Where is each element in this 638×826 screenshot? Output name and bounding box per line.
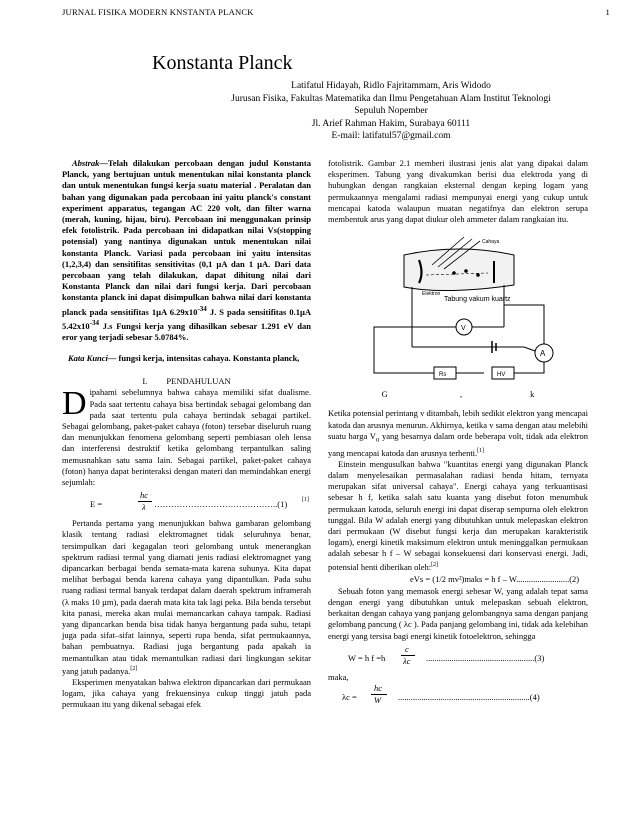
right-p3-ref: [2] bbox=[431, 561, 439, 568]
abstract-label: Abstrak bbox=[72, 158, 100, 168]
right-paragraph-2 bbox=[328, 408, 588, 458]
right-paragraph-3 bbox=[328, 459, 588, 573]
intro-paragraph-3: Eksperimen menyatakan bahwa elektron dipancarkan dari permukaan logam, jika cahaya yang frekuensinya cukup tinggi jatuh pada permukaan itu yang dikenal sebagai efek bbox=[62, 676, 311, 710]
eq1-numerator: hc bbox=[140, 490, 149, 501]
right-column bbox=[328, 158, 588, 713]
dropcap: D bbox=[62, 385, 87, 423]
section-heading-introduction bbox=[62, 376, 311, 387]
right-p2-sub: o bbox=[375, 435, 380, 444]
label-cahaya: Cahaya bbox=[482, 239, 500, 246]
right-p2-ref: [1] bbox=[477, 447, 485, 454]
right-paragraph-4: Sebuah foton yang memasok energi sebesar W, yang adalah tepat sama dengan energi yang dibutuhkan untuk melepaskan sebuah elektron, berkaitan dengan cahaya yang panjang gelombangnya sama dengan panjang gelombang pancung ( λc ). Pada panjang gelombang ini, tidak ada kelebihan energi yang tersisa bagi energi kinetik fotoelektron, sehingga bbox=[328, 585, 588, 641]
eq1-ref: [1] bbox=[302, 497, 309, 504]
figure-diagram bbox=[364, 235, 584, 385]
equation-1 bbox=[62, 490, 311, 516]
author-names: Latifatul Hidayah, Ridlo Fajritammam, Aris Widodo bbox=[291, 81, 491, 91]
abstract-text: —Telah dilakukan percobaan dengan judul Konstanta Planck, yang bertujuan untuk menentukan nilai konstanta planck dan untuk menentukan fungsi kerja suatu material . Peralatan dan bahan yang digunakan pada percobaan ini yaitu planck's constant experiment apparatus, tegangan AC 220 volt, dan filter warna (merah, kuning, hijau, biru). Percobaan ini menggunakan prinsip efek fotolistrik. Pada percobaan ini didapatkan nilai Vs(stopping potensial) yang nantinya digunakan untuk menentukan nilai konstanta Planck. Variasi pada percobaan ini yaitu intensitas (1,2,3,4) dan sensitifitas sensitivitas (0,1 µA dan 1 µA. Dari data percobaan yang telah dilakukan, dapat dihitung nilai dari Konstanta Planck dan nilai dari fungsi kerja. Dari percobaan konstanta planck ini dapat disimpulkan bahwa nilai dari konstanta planck pada sensitifitas 1µA 6.29x10 bbox=[62, 158, 311, 317]
equation-4 bbox=[328, 685, 588, 711]
eq1-denominator: λ bbox=[142, 502, 146, 513]
intro-paragraph-2 bbox=[62, 518, 311, 677]
label-tube: Tabung vakum kuartz bbox=[444, 296, 511, 304]
address: Jl. Arief Rahman Hakim, Surabaya 60111 bbox=[311, 118, 471, 129]
intro-p1-text: ipahami sebelumnya bahwa cahaya memiliki sifat dualisme. Pada saat tertentu cahaya bisa bertindak sebagai gelombang dan pada saat tertentu pula cahaya bertindak sebagai partikel. Sebagai gelombang, paket-paket cahaya (foton) tersebar diseluruh ruang dan menunjukkan fenomena gelombang seperti pembiasan oleh lensa dan interferensi destruktif ketika gelombang terpantulkan saling memusnahkan satu sama lain. Sebagai partikel, paket-paket cahaya (foton) hanya dapat berinteraksi dengan materi dan memindahkan energi sejumlah: bbox=[62, 387, 311, 487]
right-paragraph-1: fotolistrik. Gambar 2.1 memberi ilustrasi jenis alat yang dipakai dalam eksperimen. Tabung yang divakumkan berisi dua elektroda yang di hubungkan dengan rangkaian eksternal dengan keping logam yang permukaannya mengalami radiasi mempunyai energi yang cukup untuk mencapai katoda walaupun muatan negatifnya dan elektron serupa membentuk arus yang dapat diukur oleh ammeter dalam rangkaian itu. bbox=[328, 158, 588, 225]
intro-p2-ref: [2] bbox=[130, 665, 138, 672]
left-column bbox=[62, 158, 311, 710]
eq3-numerator: c bbox=[405, 643, 409, 654]
abstract-text-2: J. S pada sensitifitas 0.1µA 5.42x10 bbox=[62, 306, 312, 331]
equation-2: eVs = (1/2 mv²)maks = h f – W.........................(2) bbox=[410, 573, 580, 584]
eq4-numerator: hc bbox=[374, 683, 383, 694]
section-title: PENDAHULUAN bbox=[166, 376, 231, 387]
eq4-denominator: W bbox=[374, 695, 382, 706]
right-p3-text: Einstein mengusulkan bahwa "kuantitas energi yang digunakan Planck dalam menyelesaikan permasalahan radiasi benda hitam, ternyata merupakan sifat universal cahaya". Energi cahaya yang terkuantisasi sebesar h f, ketika salah satu kuanta yang disebut foton menumbuk permukaan katoda, seluruh energi ini dapat diserap sempurna oleh elektron tunggal. Bila W adalah energi yang dibutuhkan untuk melepaskan elektron dari permukaan (W disebut fungsi kerja dan merupakan karakteristik logam), energi kinetik maksimum elektron untuk meninggalkan permukaan adalah sebesar h f – W sebagai konsekuensi dari konservasi energi. Jadi, potensial henti diberikan oleh: bbox=[328, 458, 588, 572]
intro-p2-text: Pertanda pertama yang menunjukkan bahwa gambaran gelombang klasik tentang radiasi elektromagnet tidak seluruhnya benar, tersimpulkan dari kegagalan teori gelombang untuk menerangkan spektrum radiasi termal yang diamati jenis radiasi elektromagnet yang dipancarkan berbagai benda semata-mata karena suhunya. Kita dapat melihat berbagai benda karena cahaya yang dipantulkan. Pada suhu ruang radiasi termal banyak terdapat dalam daerah spektrum inframerah (λ maks 10 µm), pada daerah mata kita tak lagi peka. Bila benda tersebut kita panasi, mereka akan mulai memancarkan cahaya tampak. Radiasi yang dipancarkan benda bisa tidak hanya bergantung pada suhu, tetapi juga pada sifat–sifat lainnya, seperti rupa benda, sifat permukaannya, bahan pembuatnya. Radiasi juga bergantung pada apakah ia memantulkan atau tidak memantulkan radiasi dari lingkungan sekitar yang jatuh padanya. bbox=[62, 518, 311, 676]
running-header bbox=[62, 7, 610, 17]
label-rs: Rs bbox=[439, 372, 447, 379]
email: E-mail: latifatul57@gmail.com bbox=[331, 131, 451, 141]
section-number: I. bbox=[142, 376, 148, 387]
label-ammeter: A bbox=[540, 349, 546, 359]
eq3-lhs: W = h f =h bbox=[348, 652, 386, 663]
abstract bbox=[62, 158, 311, 343]
electron-dot bbox=[464, 269, 468, 273]
label-hv: HV bbox=[497, 372, 506, 379]
electron-dot bbox=[476, 273, 480, 277]
author-block bbox=[176, 80, 606, 143]
keywords-label: Kata Kunci bbox=[68, 352, 108, 363]
eq1-tail: ……………………………………..(1) bbox=[154, 499, 288, 510]
page-number: 1 bbox=[605, 7, 610, 17]
eq3-denominator: λc bbox=[403, 655, 411, 666]
abstract-exponent-2: -34 bbox=[89, 318, 100, 327]
paper-title: Konstanta Planck bbox=[152, 52, 293, 74]
right-p2-text: Ketika potensial perintang v ditambah, lebih sedikit elektron yang mencapai katoda dan arusnya menurun. Akhirnya, ketika v sama dengan atau melebihi suatu harga V bbox=[328, 408, 588, 441]
label-elektron: Elektron bbox=[422, 291, 441, 298]
equation-3 bbox=[328, 644, 588, 670]
intro-paragraph-1 bbox=[62, 387, 311, 488]
journal-name: JURNAL FISIKA MODERN KNSTANTA PLANCK bbox=[62, 7, 254, 17]
keywords bbox=[62, 353, 311, 364]
eq4-lhs: λc = bbox=[342, 692, 357, 703]
eq3-tail: ...................................................(3) bbox=[426, 652, 545, 663]
abstract-text-3: J.s Fungsi kerja yang dihasilkan sebesar 1.291 eV dan eror yang terjadi sebesar 5.0784%. bbox=[62, 320, 311, 342]
affiliation-line2: Sepuluh Nopember bbox=[354, 106, 428, 116]
eq4-tail: ..............................................................(4) bbox=[398, 692, 540, 703]
label-voltmeter: V bbox=[461, 325, 466, 333]
maka-label: maka, bbox=[328, 671, 349, 682]
affiliation: Jurusan Fisika, Fakultas Matematika dan Ilmu Pengetahuan Alam Institut Teknologi bbox=[231, 93, 551, 104]
eq1-lhs: E = bbox=[90, 499, 103, 510]
figure-photoelectric-apparatus bbox=[364, 235, 584, 385]
abstract-exponent-1: -34 bbox=[197, 304, 207, 313]
circuit-wire-right bbox=[504, 285, 544, 345]
keywords-text: — fungsi kerja, intensitas cahaya. Konstanta planck, bbox=[107, 352, 300, 363]
figure-caption: G , k bbox=[381, 389, 535, 400]
right-p2b-text: yang besarnya dalam orde beberapa volt, tidak ada elektron yang mencapai katoda dan arusnya terhenti. bbox=[328, 430, 588, 458]
